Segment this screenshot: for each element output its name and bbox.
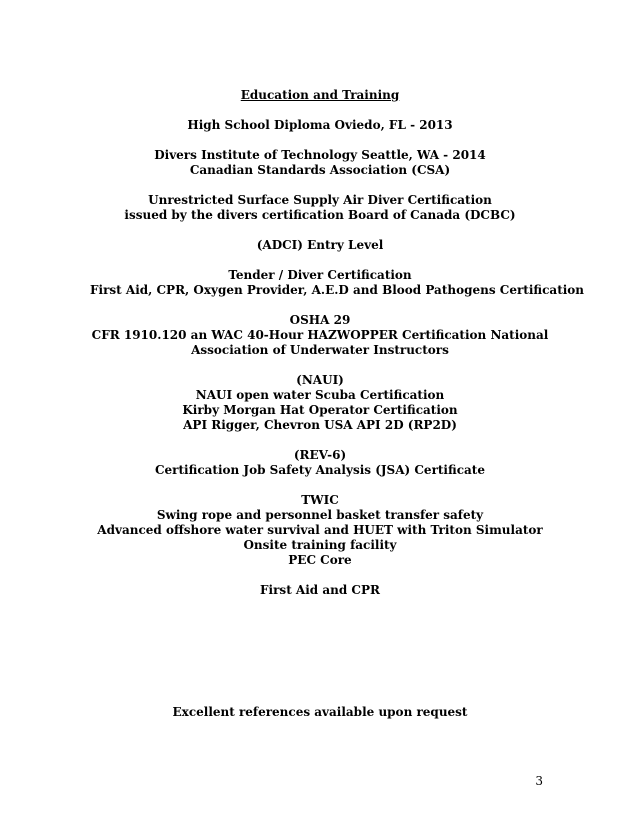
section-heading: Education and Training xyxy=(240,88,400,102)
education-line: (ADCI) Entry Level xyxy=(256,238,384,252)
education-line: Certification Job Safety Analysis (JSA) Certificate xyxy=(155,463,485,477)
education-line: Advanced offshore water survival and HUET with Triton Simulator xyxy=(97,523,543,537)
education-line: High School Diploma Oviedo, FL - 2013 xyxy=(187,118,453,132)
education-line: PEC Core xyxy=(288,553,352,567)
spacer xyxy=(90,223,550,238)
spacer xyxy=(90,133,550,148)
education-line: issued by the divers certification Board of Canada (DCBC) xyxy=(124,208,516,222)
spacer xyxy=(90,253,550,268)
education-line: First Aid and CPR xyxy=(260,583,380,597)
education-line: Onsite training facility xyxy=(243,538,397,552)
education-line: NAUI open water Scuba Certification xyxy=(195,388,445,402)
education-line: Divers Institute of Technology Seattle, WA - 2014 xyxy=(154,148,486,162)
spacer xyxy=(90,103,550,118)
education-line: Kirby Morgan Hat Operator Certification xyxy=(182,403,458,417)
spacer xyxy=(90,178,550,193)
education-line: TWIC xyxy=(301,493,339,507)
education-line: First Aid, CPR, Oxygen Provider, A.E.D and Blood Pathogens Certification xyxy=(90,283,585,297)
education-line: Canadian Standards Association (CSA) xyxy=(189,163,451,177)
education-line: Association of Underwater Instructors xyxy=(191,343,449,357)
education-line: Swing rope and personnel basket transfer safety xyxy=(156,508,484,522)
spacer xyxy=(90,478,550,493)
education-line: API Rigger, Chevron USA API 2D (RP2D) xyxy=(183,418,457,432)
education-line: CFR 1910.120 an WAC 40-Hour HAZWOPPER Certification National xyxy=(91,328,549,342)
spacer xyxy=(90,358,550,373)
spacer xyxy=(90,568,550,583)
education-lines xyxy=(90,118,585,598)
education-line: Tender / Diver Certification xyxy=(228,268,412,282)
education-line: (REV-6) xyxy=(293,448,347,462)
references-note: Excellent references available upon request xyxy=(172,705,468,719)
education-section xyxy=(90,88,585,598)
page-number: 3 xyxy=(535,774,543,788)
education-line: Unrestricted Surface Supply Air Diver Certification xyxy=(148,193,492,207)
spacer xyxy=(90,298,550,313)
education-line: (NAUI) xyxy=(296,373,344,387)
spacer xyxy=(90,433,550,448)
education-line: OSHA 29 xyxy=(289,313,351,327)
